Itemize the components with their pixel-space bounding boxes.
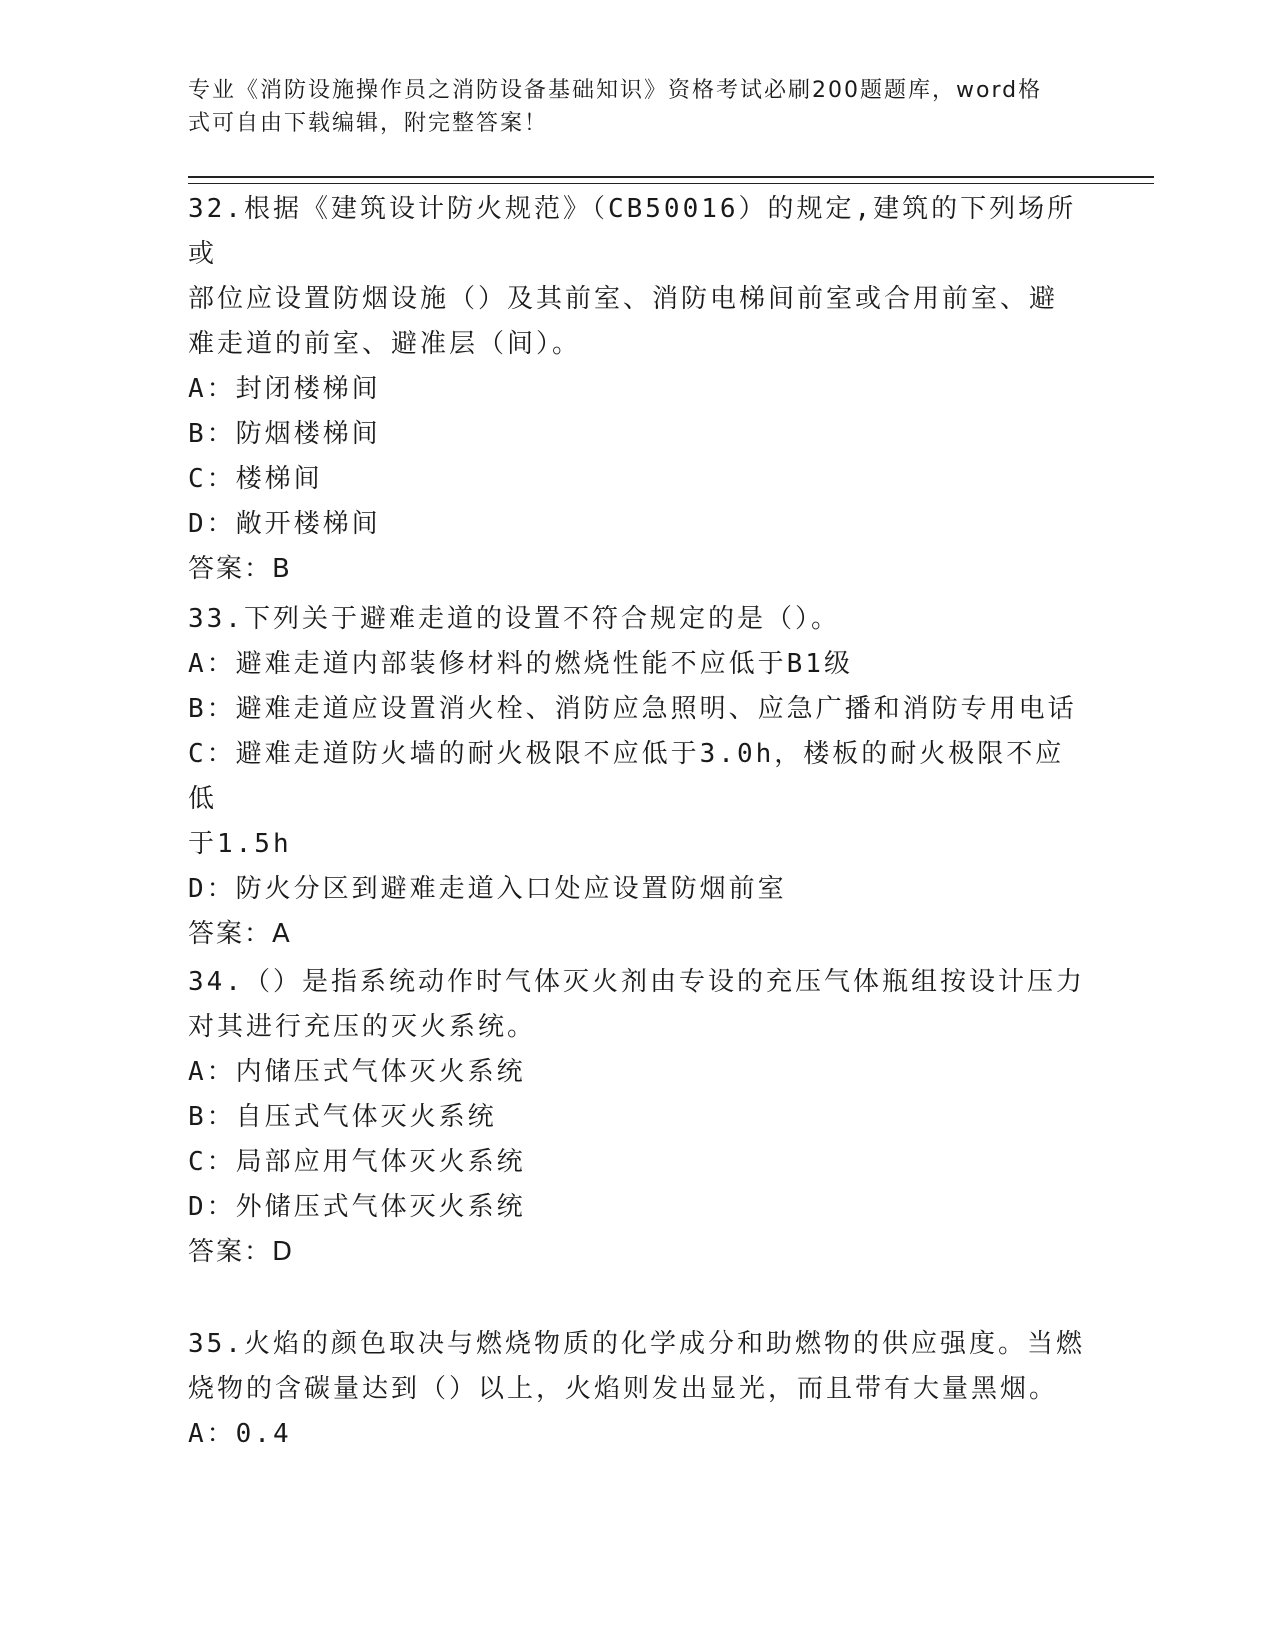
question-35	[188, 1322, 1088, 1457]
question-stem-line: 对其进行充压的灭火系统。	[188, 1012, 537, 1042]
answer-line: 答案：D	[188, 1237, 295, 1267]
question-stem-line: 部位应设置防烟设施（）及其前室、消防电梯间前室或合用前室、避	[188, 284, 1059, 314]
question-stem-line: 35.火焰的颜色取决与燃烧物质的化学成分和助燃物的供应强度。当燃	[188, 1329, 1085, 1359]
option-c: C：楼梯间	[188, 464, 323, 494]
question-32	[188, 187, 1088, 592]
option-b: B：避难走道应设置消火栓、消防应急照明、应急广播和消防专用电话	[188, 694, 1077, 724]
answer-line: 答案：B	[188, 554, 292, 584]
option-b: B：防烟楼梯间	[188, 419, 381, 449]
option-d: D：防火分区到避难走道入口处应设置防烟前室	[188, 874, 787, 904]
option-b: B：自压式气体灭火系统	[188, 1102, 497, 1132]
question-33	[188, 597, 1088, 957]
option-d: D：外储压式气体灭火系统	[188, 1192, 526, 1222]
option-d: D：敞开楼梯间	[188, 509, 381, 539]
header-line-2: 式可自由下载编辑，附完整答案！	[188, 111, 549, 136]
header-line-1: 专业《消防设施操作员之消防设备基础知识》资格考试必刷200题题库，word格	[188, 78, 1043, 103]
option-a: A：0.4	[188, 1419, 292, 1449]
header-divider-thin	[188, 183, 1154, 184]
option-a: A：避难走道内部装修材料的燃烧性能不应低于B1级	[188, 649, 853, 679]
option-c: C：局部应用气体灭火系统	[188, 1147, 526, 1177]
header-divider-thick	[188, 176, 1154, 178]
document-header	[188, 74, 1068, 140]
question-34	[188, 960, 1088, 1275]
option-c-continued: 于1.5h	[188, 829, 292, 859]
question-stem-line: 烧物的含碳量达到（）以上，火焰则发出显光，而且带有大量黑烟。	[188, 1374, 1059, 1404]
question-stem-line: 32.根据《建筑设计防火规范》（CB50016）的规定,建筑的下列场所或	[188, 194, 1077, 269]
question-stem-line: 34.（）是指系统动作时气体灭火剂由专设的充压气体瓶组按设计压力	[188, 967, 1085, 997]
option-a: A：封闭楼梯间	[188, 374, 381, 404]
option-c: C：避难走道防火墙的耐火极限不应低于3.0h，楼板的耐火极限不应低	[188, 739, 1065, 814]
question-stem-line: 难走道的前室、避准层（间）。	[188, 329, 582, 359]
option-a: A：内储压式气体灭火系统	[188, 1057, 526, 1087]
question-stem-line: 33.下列关于避难走道的设置不符合规定的是（）。	[188, 604, 840, 634]
answer-line: 答案：A	[188, 919, 292, 949]
